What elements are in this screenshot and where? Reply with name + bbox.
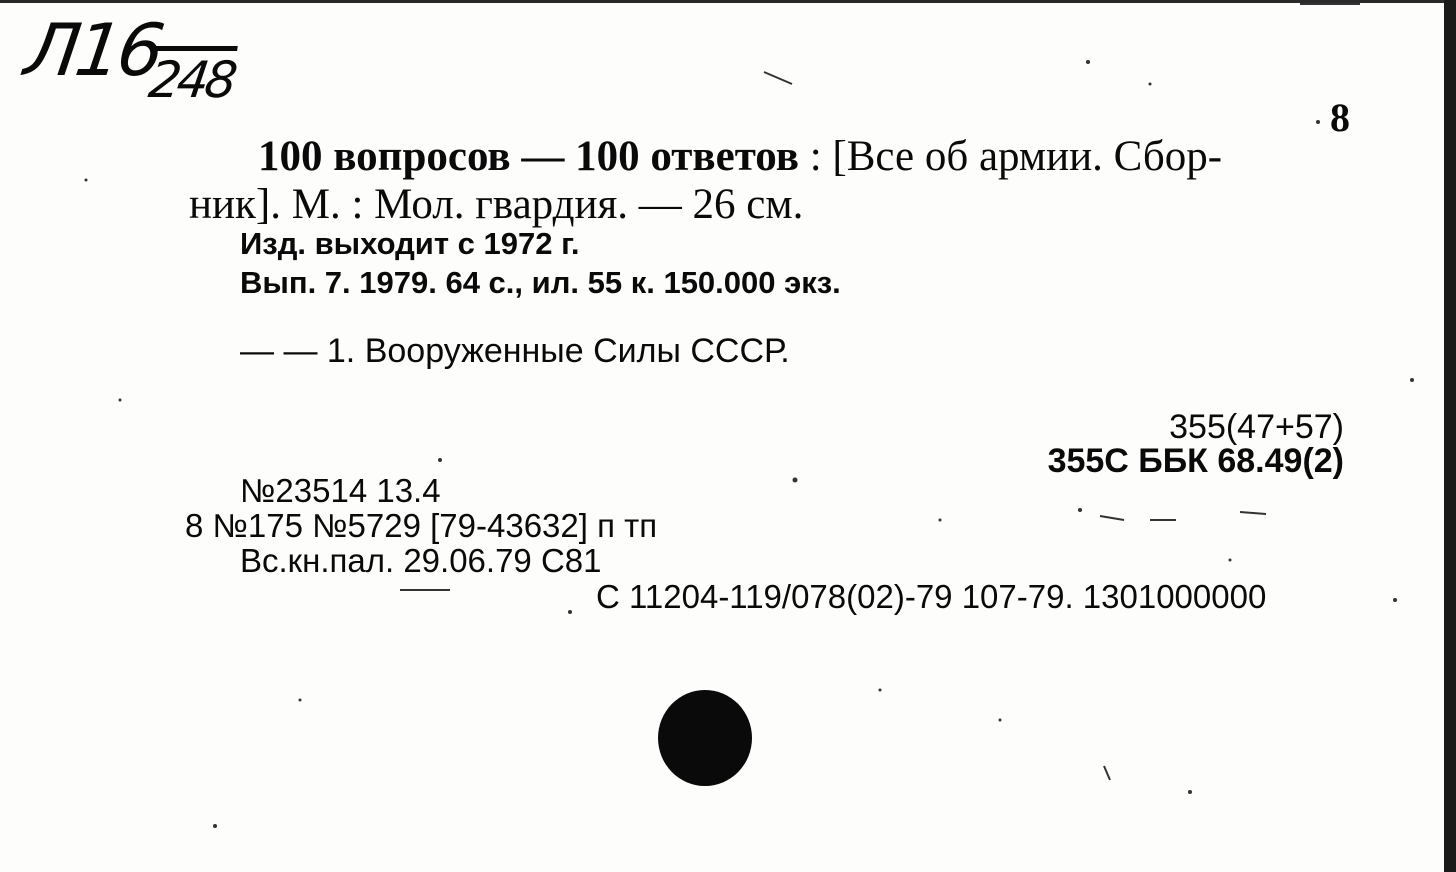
order-line-2: 8 №175 №5729 [79-43632] п тп xyxy=(185,507,658,544)
shelfmark-main: Л16 xyxy=(20,8,166,92)
title-rest: : [Все об армии. Сбор- xyxy=(798,133,1223,180)
handwritten-shelfmark xyxy=(20,8,248,109)
shelfmark-sub: 248 xyxy=(145,51,238,109)
order-line-1: №23514 13.4 xyxy=(240,472,441,509)
title-bold: 100 вопросов — 100 ответов xyxy=(258,133,799,180)
classification-udk: 355(47+57) xyxy=(1169,408,1344,446)
title-line-1 xyxy=(258,132,1222,181)
catalog-code: С 11204-119/078(02)-79 107-79. 1301000000 xyxy=(596,578,1267,615)
classification-bbk: 355С ББК 68.49(2) xyxy=(1047,442,1344,480)
note-issue: Вып. 7. 1979. 64 с., ил. 55 к. 150.000 экз. xyxy=(240,265,841,300)
subject-heading: — — 1. Вооруженные Силы СССР. xyxy=(240,332,790,370)
title-line-2: ник]. М. : Мол. гвардия. — 26 см. xyxy=(189,181,804,228)
card-number: 8 xyxy=(1330,95,1350,140)
punch-hole xyxy=(658,690,752,786)
card-right-edge xyxy=(1444,0,1456,872)
note-edition: Изд. выходит с 1972 г. xyxy=(240,226,580,261)
order-line-3: Вс.кн.пал. 29.06.79 С81 xyxy=(240,542,602,579)
